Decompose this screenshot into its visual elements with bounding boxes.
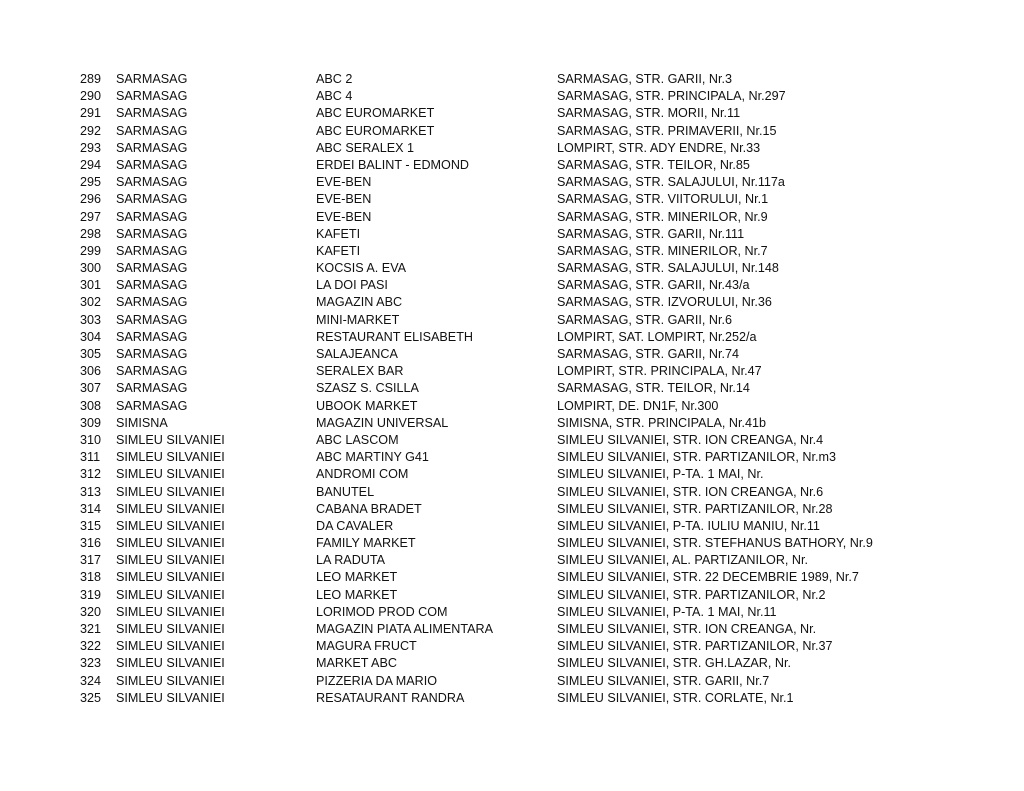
row-number: 316: [80, 536, 102, 551]
row-address: LOMPIRT, STR. ADY ENDRE, Nr.33: [557, 140, 761, 155]
table-row: [80, 638, 1000, 655]
table-row: [80, 535, 1000, 552]
row-number: 304: [80, 329, 102, 344]
row-unit-name: ABC LASCOM: [316, 432, 399, 447]
table-row: [80, 123, 1000, 140]
row-unit-name: MAGAZIN UNIVERSAL: [316, 415, 449, 430]
row-unit-name: PIZZERIA DA MARIO: [316, 673, 438, 688]
row-address: SARMASAG, STR. MINERILOR, Nr.9: [557, 209, 768, 224]
row-address: SIMISNA, STR. PRINCIPALA, Nr.41b: [557, 415, 767, 430]
table-row: [80, 518, 1000, 535]
row-unit-name: SERALEX BAR: [316, 364, 404, 379]
table-row: [80, 604, 1000, 621]
row-number: 297: [80, 209, 102, 224]
table-row: [80, 432, 1000, 449]
row-address: SIMLEU SILVANIEI, STR. ION CREANGA, Nr.6: [557, 484, 824, 499]
row-unit-name: ABC EUROMARKET: [316, 123, 435, 138]
row-locality: SIMLEU SILVANIEI: [116, 570, 225, 585]
row-number: 305: [80, 347, 102, 361]
table-row: [80, 140, 1000, 157]
row-address: SARMASAG, STR. GARII, Nr.3: [557, 72, 732, 86]
row-unit-name: ABC 4: [316, 89, 353, 104]
row-number: 309: [80, 415, 102, 430]
row-number: 308: [80, 398, 102, 413]
row-locality: SARMASAG: [116, 295, 188, 310]
row-number: 291: [80, 106, 102, 121]
table-row: [80, 329, 1000, 346]
row-address: SARMASAG, STR. PRIMAVERII, Nr.15: [557, 123, 777, 138]
row-locality: SARMASAG: [116, 157, 188, 172]
row-locality: SIMLEU SILVANIEI: [116, 673, 225, 688]
row-number: 322: [80, 639, 102, 654]
row-locality: SIMLEU SILVANIEI: [116, 501, 225, 516]
row-unit-name: MARKET ABC: [316, 656, 397, 671]
row-unit-name: MAGURA FRUCT: [316, 639, 417, 654]
table-row: [80, 277, 1000, 294]
table-row: [80, 449, 1000, 466]
table-row: [80, 260, 1000, 277]
row-number: 317: [80, 553, 102, 568]
row-unit-name: LEO MARKET: [316, 587, 398, 602]
row-address: SIMLEU SILVANIEI, STR. PARTIZANILOR, Nr.37: [557, 639, 833, 654]
row-address: SIMLEU SILVANIEI, P-TA. IULIU MANIU, Nr.11: [557, 518, 820, 533]
row-locality: SIMLEU SILVANIEI: [116, 604, 225, 619]
row-number: 323: [80, 656, 102, 671]
row-unit-name: LEO MARKET: [316, 570, 398, 585]
row-address: SIMLEU SILVANIEI, P-TA. 1 MAI, Nr.: [557, 467, 764, 482]
row-number: 310: [80, 432, 102, 447]
row-address: SARMASAG, STR. SALAJULUI, Nr.117a: [557, 175, 785, 190]
row-address: SARMASAG, STR. TEILOR, Nr.14: [557, 381, 750, 396]
row-locality: SIMLEU SILVANIEI: [116, 587, 225, 602]
row-locality: SARMASAG: [116, 364, 188, 379]
row-address: SIMLEU SILVANIEI, STR. ION CREANGA, Nr.: [557, 622, 817, 636]
row-number: 313: [80, 484, 102, 499]
row-unit-name: FAMILY MARKET: [316, 536, 416, 551]
row-unit-name: KOCSIS A. EVA: [316, 261, 407, 276]
row-number: 294: [80, 157, 102, 172]
row-locality: SARMASAG: [116, 72, 188, 86]
row-address: SIMLEU SILVANIEI, STR. PARTIZANILOR, Nr.28: [557, 501, 833, 516]
row-unit-name: DA CAVALER: [316, 518, 394, 533]
table-row: [80, 294, 1000, 311]
row-unit-name: RESTAURANT ELISABETH: [316, 329, 473, 344]
row-number: 307: [80, 381, 102, 396]
row-address: SIMLEU SILVANIEI, STR. GARII, Nr.7: [557, 673, 770, 688]
row-unit-name: BANUTEL: [316, 484, 375, 499]
row-locality: SARMASAG: [116, 123, 188, 138]
row-address: SARMASAG, STR. PRINCIPALA, Nr.297: [557, 89, 786, 104]
row-address: SIMLEU SILVANIEI, STR. GH.LAZAR, Nr.: [557, 656, 791, 671]
row-number: 318: [80, 570, 102, 585]
row-address: SARMASAG, STR. GARII, Nr.6: [557, 312, 732, 327]
row-address: SIMLEU SILVANIEI, AL. PARTIZANILOR, Nr.: [557, 553, 809, 568]
row-number: 311: [80, 450, 101, 465]
row-locality: SARMASAG: [116, 381, 188, 396]
row-unit-name: KAFETI: [316, 226, 361, 241]
row-number: 292: [80, 123, 102, 138]
table-row: [80, 552, 1000, 569]
row-address: SARMASAG, STR. GARII, Nr.111: [557, 226, 745, 241]
row-unit-name: KAFETI: [316, 243, 361, 258]
row-unit-name: LA RADUTA: [316, 553, 386, 568]
row-number: 293: [80, 140, 102, 155]
table-row: [80, 380, 1000, 397]
row-locality: SIMLEU SILVANIEI: [116, 467, 225, 482]
table-row: [80, 466, 1000, 483]
row-address: SIMLEU SILVANIEI, STR. STEFHANUS BATHORY, Nr.9: [557, 536, 873, 551]
table-row: [80, 569, 1000, 586]
row-number: 324: [80, 673, 102, 688]
table-row: [80, 363, 1000, 380]
row-number: 296: [80, 192, 102, 207]
row-locality: SARMASAG: [116, 347, 188, 361]
row-address: SIMLEU SILVANIEI, STR. PARTIZANILOR, Nr.2: [557, 587, 826, 602]
table-row: [80, 71, 1000, 88]
row-locality: SIMLEU SILVANIEI: [116, 553, 225, 568]
table-row: [80, 690, 1000, 707]
row-number: 299: [80, 243, 102, 258]
row-address: SARMASAG, STR. VIITORULUI, Nr.1: [557, 192, 769, 207]
table-row: [80, 673, 1000, 690]
row-unit-name: EVE-BEN: [316, 192, 372, 207]
row-address: SARMASAG, STR. SALAJULUI, Nr.148: [557, 261, 779, 276]
table-row: [80, 88, 1000, 105]
row-number: 298: [80, 226, 102, 241]
table-row: [80, 346, 1000, 363]
row-unit-name: SZASZ S. CSILLA: [316, 381, 419, 396]
row-unit-name: ABC MARTINY G41: [316, 450, 429, 465]
row-unit-name: EVE-BEN: [316, 175, 372, 190]
row-unit-name: SALAJEANCA: [316, 347, 398, 361]
table-row: [80, 587, 1000, 604]
row-address: SARMASAG, STR. IZVORULUI, Nr.36: [557, 295, 772, 310]
table-row: [80, 191, 1000, 208]
row-locality: SARMASAG: [116, 261, 188, 276]
row-locality: SARMASAG: [116, 89, 188, 104]
row-address: SARMASAG, STR. GARII, Nr.43/a: [557, 278, 750, 293]
row-unit-name: MAGAZIN PIATA ALIMENTARA: [316, 622, 494, 636]
table-row: [80, 655, 1000, 672]
row-locality: SARMASAG: [116, 278, 188, 293]
row-number: 306: [80, 364, 102, 379]
table-row: [80, 105, 1000, 122]
row-address: SARMASAG, STR. GARII, Nr.74: [557, 347, 739, 361]
row-unit-name: RESATAURANT RANDRA: [316, 690, 465, 705]
row-unit-name: CABANA BRADET: [316, 501, 422, 516]
table-row: [80, 157, 1000, 174]
row-locality: SIMLEU SILVANIEI: [116, 518, 225, 533]
table-row: [80, 174, 1000, 191]
row-address: SIMLEU SILVANIEI, P-TA. 1 MAI, Nr.11: [557, 604, 777, 619]
row-locality: SARMASAG: [116, 243, 188, 258]
row-locality: SIMLEU SILVANIEI: [116, 484, 225, 499]
row-number: 290: [80, 89, 102, 104]
row-unit-name: LORIMOD PROD COM: [316, 604, 448, 619]
table-row: [80, 209, 1000, 226]
row-number: 302: [80, 295, 102, 310]
row-address: LOMPIRT, DE. DN1F, Nr.300: [557, 398, 719, 413]
row-unit-name: ABC SERALEX 1: [316, 140, 414, 155]
listing-table: [80, 71, 1000, 707]
row-address: SARMASAG, STR. MORII, Nr.11: [557, 106, 741, 121]
table-row: [80, 312, 1000, 329]
row-locality: SIMLEU SILVANIEI: [116, 432, 225, 447]
row-locality: SARMASAG: [116, 140, 188, 155]
row-unit-name: LA DOI PASI: [316, 278, 388, 293]
row-locality: SARMASAG: [116, 329, 188, 344]
table-row: [80, 243, 1000, 260]
row-number: 295: [80, 175, 102, 190]
table-row: [80, 484, 1000, 501]
row-address: SIMLEU SILVANIEI, STR. PARTIZANILOR, Nr.m3: [557, 450, 836, 465]
row-address: LOMPIRT, SAT. LOMPIRT, Nr.252/a: [557, 329, 757, 344]
row-locality: SIMISNA: [116, 415, 168, 430]
row-number: 325: [80, 690, 102, 705]
row-unit-name: EVE-BEN: [316, 209, 372, 224]
row-number: 320: [80, 604, 102, 619]
row-locality: SIMLEU SILVANIEI: [116, 690, 225, 705]
row-number: 321: [80, 622, 102, 636]
row-unit-name: MAGAZIN ABC: [316, 295, 403, 310]
row-number: 300: [80, 261, 102, 276]
row-locality: SARMASAG: [116, 192, 188, 207]
row-unit-name: UBOOK MARKET: [316, 398, 418, 413]
row-number: 289: [80, 72, 102, 86]
row-unit-name: ABC 2: [316, 72, 353, 86]
table-row: [80, 501, 1000, 518]
row-locality: SARMASAG: [116, 226, 188, 241]
row-locality: SIMLEU SILVANIEI: [116, 656, 225, 671]
row-unit-name: ERDEI BALINT - EDMOND: [316, 157, 470, 172]
row-number: 312: [80, 467, 102, 482]
row-number: 303: [80, 312, 102, 327]
row-address: LOMPIRT, STR. PRINCIPALA, Nr.47: [557, 364, 762, 379]
row-address: SARMASAG, STR. TEILOR, Nr.85: [557, 157, 750, 172]
row-locality: SIMLEU SILVANIEI: [116, 536, 225, 551]
table-row: [80, 415, 1000, 432]
row-address: SIMLEU SILVANIEI, STR. CORLATE, Nr.1: [557, 690, 794, 705]
row-address: SIMLEU SILVANIEI, STR. 22 DECEMBRIE 1989, Nr.7: [557, 570, 859, 585]
row-locality: SIMLEU SILVANIEI: [116, 622, 225, 636]
row-address: SARMASAG, STR. MINERILOR, Nr.7: [557, 243, 768, 258]
row-locality: SIMLEU SILVANIEI: [116, 450, 225, 465]
row-locality: SARMASAG: [116, 209, 188, 224]
row-locality: SARMASAG: [116, 175, 188, 190]
row-unit-name: MINI-MARKET: [316, 312, 400, 327]
row-number: 319: [80, 587, 102, 602]
row-unit-name: ANDROMI COM: [316, 467, 409, 482]
table-row: [80, 226, 1000, 243]
row-address: SIMLEU SILVANIEI, STR. ION CREANGA, Nr.4: [557, 432, 824, 447]
row-locality: SARMASAG: [116, 312, 188, 327]
table-row: [80, 398, 1000, 415]
row-unit-name: ABC EUROMARKET: [316, 106, 435, 121]
row-number: 315: [80, 518, 102, 533]
row-locality: SARMASAG: [116, 398, 188, 413]
row-locality: SIMLEU SILVANIEI: [116, 639, 225, 654]
row-locality: SARMASAG: [116, 106, 188, 121]
table-row: [80, 621, 1000, 638]
row-number: 314: [80, 501, 102, 516]
row-number: 301: [80, 278, 102, 293]
